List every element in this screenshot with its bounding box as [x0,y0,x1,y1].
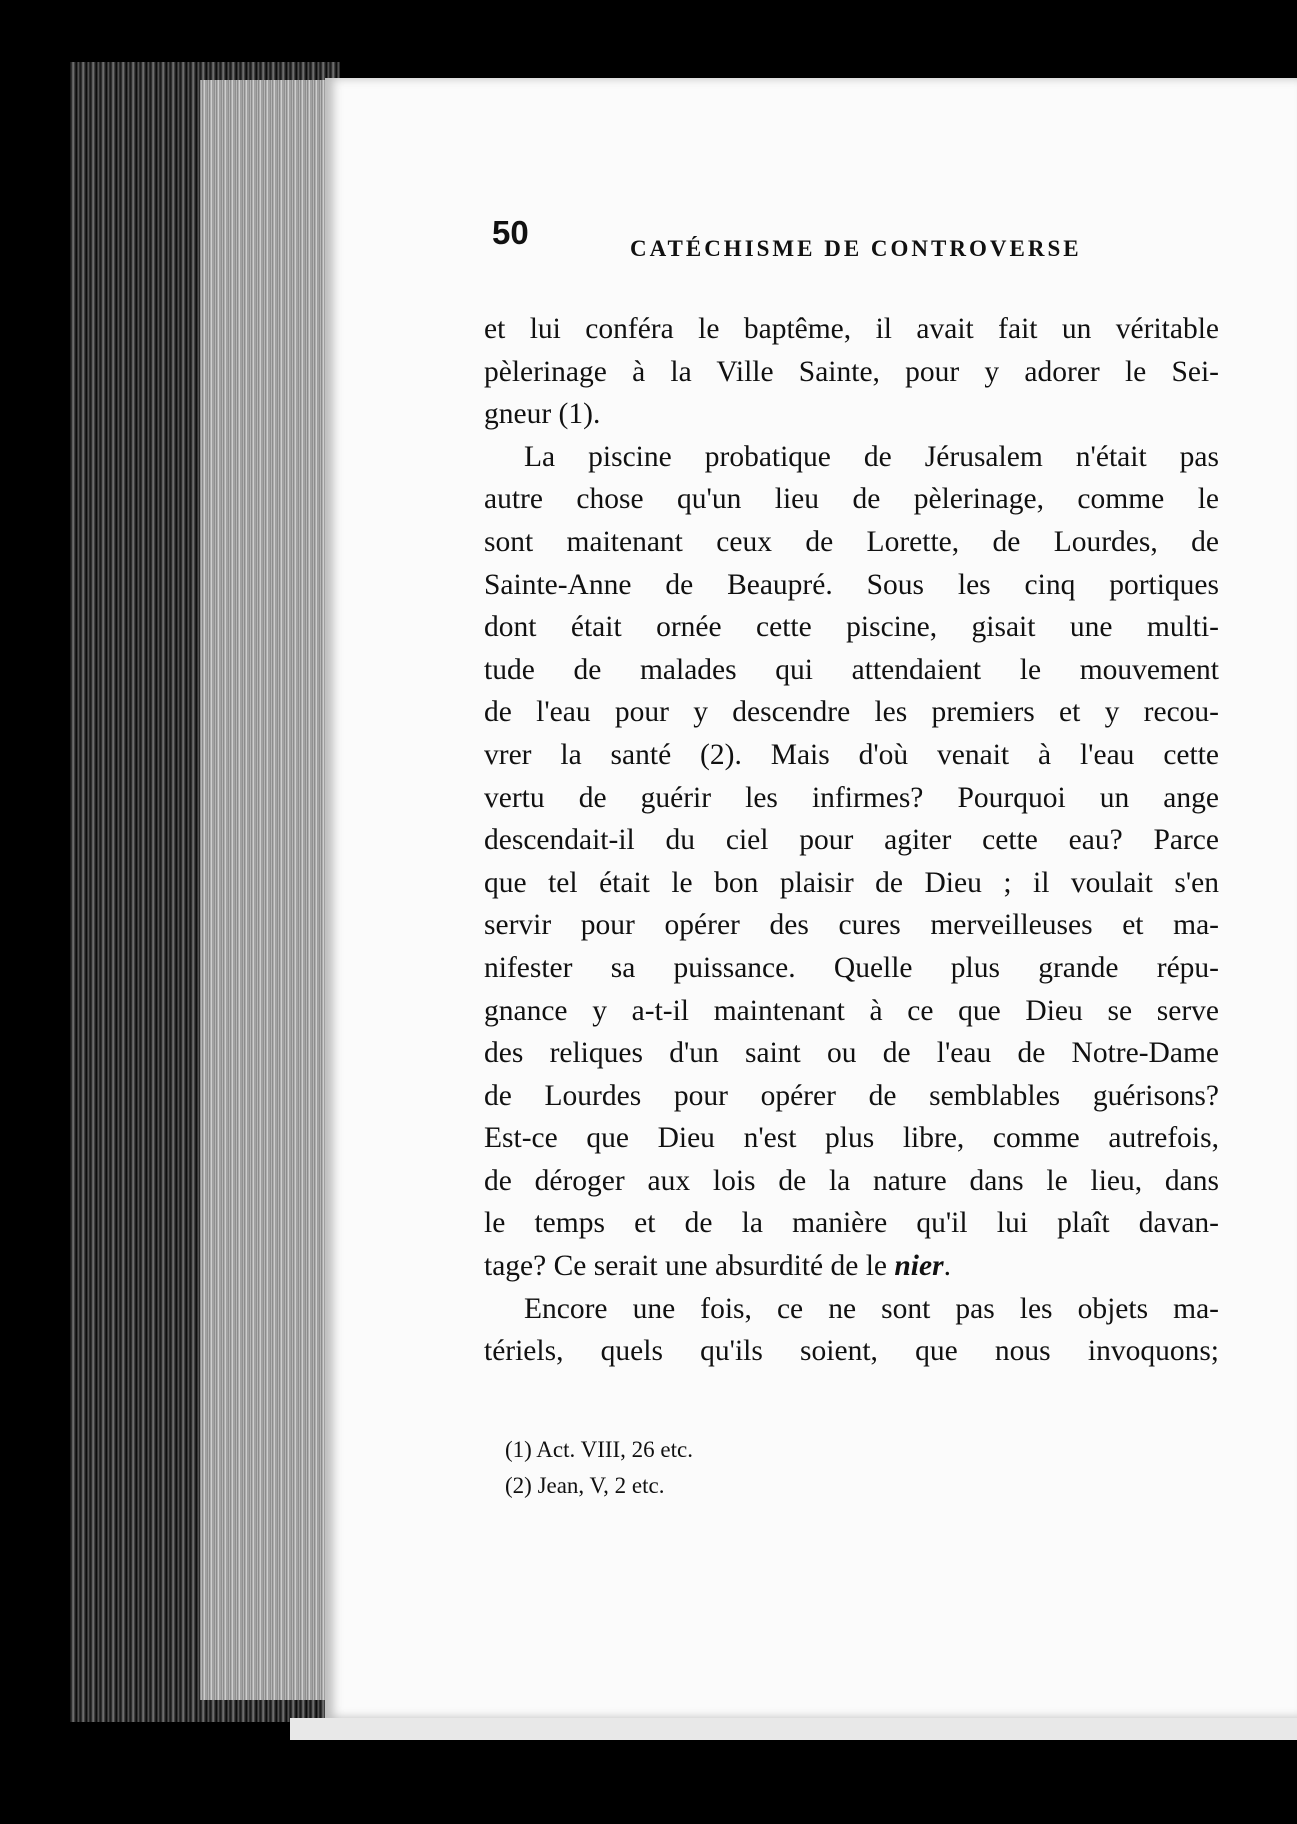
text-line: Sainte-Anne de Beaupré. Sous les cinq portiques [484,568,1219,601]
footnote-2: (2) Jean, V, 2 etc. [505,1473,665,1498]
text-line: La piscine probatique de Jérusalem n'était pas [524,440,1219,473]
text-line: Est-ce que Dieu n'est plus libre, comme autrefois, [484,1122,1219,1155]
text-line: dont était ornée cette piscine, gisait une multi- [484,611,1219,644]
footnotes [505,1432,1005,1504]
text-line: le temps et de la manière qu'il lui plaît davan- [484,1207,1219,1240]
text-line: vertu de guérir les infirmes? Pourquoi un ange [484,781,1219,814]
emphasized-word: nier [894,1250,944,1283]
text-line: Encore une fois, ce ne sont pas les objets ma- [524,1292,1219,1325]
text-line: descendait-il du ciel pour agiter cette eau? Parce [484,824,1219,857]
page-number: 50 [492,214,529,251]
text-line: de l'eau pour y descendre les premiers et y recou- [484,696,1219,729]
text-line: des reliques d'un saint ou de l'eau de Notre-Dame [484,1037,1219,1070]
book-page-edges-inner [200,80,330,1700]
text-line: servir pour opérer des cures merveilleuses et ma- [484,909,1219,942]
body-text [484,308,1219,1373]
text-line: de Lourdes pour opérer de semblables guérisons? [484,1079,1219,1112]
text-line: gnance y a-t-il maintenant à ce que Dieu se serve [484,994,1219,1027]
text-line: tage? Ce serait une absurdité de le nier. [484,1250,951,1283]
text-line: autre chose qu'un lieu de pèlerinage, comme le [484,483,1219,516]
footnote-1: (1) Act. VIII, 26 etc. [505,1437,693,1462]
text-line: nifester sa puissance. Quelle plus grande répu- [484,951,1219,984]
text-line: et lui conféra le baptême, il avait fait un véritable [484,313,1219,345]
text-line: sont maitenant ceux de Lorette, de Lourdes, de [484,525,1219,558]
text-line: gneur (1). [484,398,601,431]
text-line: que tel était le bon plaisir de Dieu ; il voulait s'en [484,866,1219,899]
text-line: tériels, quels qu'ils soient, que nous invoquons; [484,1335,1219,1368]
text-line: pèlerinage à la Ville Sainte, pour y adorer le Sei- [484,355,1219,388]
text-line: de déroger aux lois de la nature dans le lieu, dans [484,1164,1219,1197]
running-head [492,214,1297,261]
text-line: tude de malades qui attendaient le mouvement [484,653,1219,686]
running-title: CATÉCHISME DE CONTROVERSE [630,236,1082,261]
page-bottom-edge [290,1718,1297,1740]
text-line: vrer la santé (2). Mais d'où venait à l'eau cette [484,738,1219,771]
